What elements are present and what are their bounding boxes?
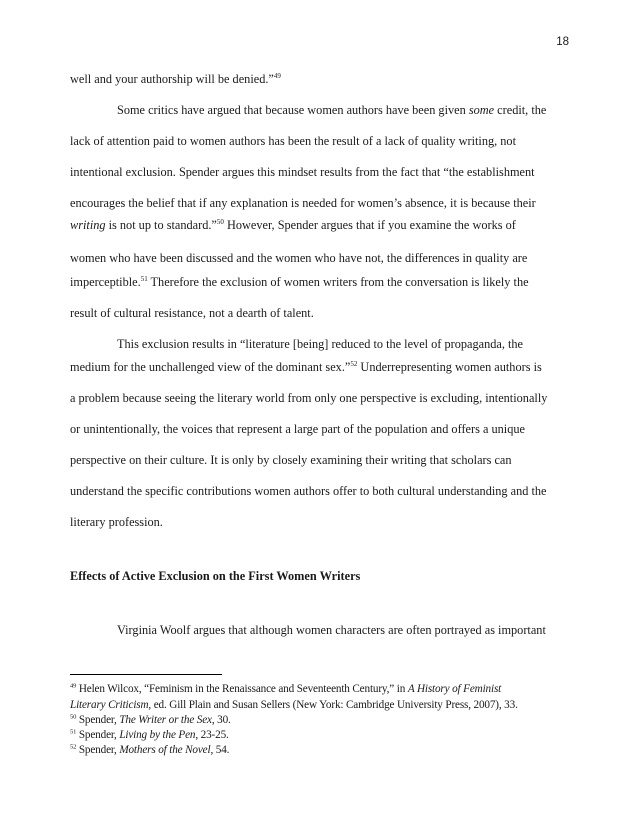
footnote-ref: 52 <box>70 743 77 751</box>
body-line <box>117 624 546 636</box>
body-line <box>117 104 546 116</box>
body-line <box>117 338 523 350</box>
text-run: literary profession. <box>70 515 163 529</box>
text-run: intentional exclusion. Spender argues this mindset results from the fact that “the establishment <box>70 165 535 179</box>
footnote-line <box>70 700 518 711</box>
footnote-divider <box>70 674 222 675</box>
text-run: However, Spender argues that if you examine the works of <box>223 218 516 232</box>
footnote-ref: 50 <box>70 713 77 721</box>
text-run: Spender, <box>76 729 120 741</box>
text-run: Effects of Active Exclusion on the First Women Writers <box>70 569 361 583</box>
text-run: ed. Gill Plain and Susan Sellers (New York: Cambridge University Press, 2007), 33. <box>151 699 518 711</box>
body-line <box>70 197 536 209</box>
text-run: Spender, <box>76 744 120 756</box>
emphasis-text: Literary Criticism, <box>70 699 152 711</box>
text-run: , 30. <box>211 714 231 726</box>
text-run: Some critics have argued that because women authors have been given <box>117 103 469 117</box>
text-run: Spender, <box>76 714 120 726</box>
body-line <box>70 516 163 528</box>
text-run: imperceptible. <box>70 275 141 289</box>
text-run: Virginia Woolf argues that although women characters are often portrayed as important <box>117 623 546 637</box>
emphasis-text: some <box>468 103 495 117</box>
body-line <box>70 361 542 373</box>
body-line <box>70 73 281 85</box>
section-heading <box>70 570 360 582</box>
footnote-line <box>70 684 501 695</box>
emphasis-text: Mothers of the Novel <box>119 744 211 756</box>
footnote-line <box>70 715 231 726</box>
text-run: well and your authorship will be denied.” <box>70 72 274 86</box>
text-run: , 54. <box>210 744 230 756</box>
body-line <box>70 307 314 319</box>
text-run: Therefore the exclusion of women writers from the conversation is likely the <box>147 275 529 289</box>
text-run: result of cultural resistance, not a dearth of talent. <box>70 306 314 320</box>
text-run: lack of attention paid to women authors has been the result of a lack of quality writing, not <box>70 134 516 148</box>
page-number: 18 <box>556 36 569 48</box>
text-run: is not up to standard.” <box>105 218 217 232</box>
footnote-line <box>70 730 229 741</box>
body-line <box>70 166 535 178</box>
body-line <box>70 454 512 466</box>
footnote-ref: 51 <box>140 274 148 283</box>
text-run: Underrepresenting women authors is <box>357 360 542 374</box>
footnote-ref: 50 <box>216 217 224 226</box>
footnote-ref: 49 <box>70 682 77 690</box>
body-line <box>70 252 527 264</box>
text-run: This exclusion results in “literature [being] reduced to the level of propaganda, the <box>117 337 523 351</box>
emphasis-text: The Writer or the Sex <box>119 714 212 726</box>
body-line <box>70 485 547 497</box>
footnote-ref: 49 <box>273 71 281 80</box>
emphasis-text: Living by the Pen <box>119 729 196 741</box>
body-line <box>70 219 516 231</box>
text-run: understand the specific contributions women authors offer to both cultural understanding and the <box>70 484 547 498</box>
text-run: perspective on their culture. It is only by closely examining their writing that scholars can <box>70 453 512 467</box>
footnote-line <box>70 745 229 756</box>
text-run: women who have been discussed and the women who have not, the differences in quality are <box>70 251 528 265</box>
text-run: a problem because seeing the literary world from only one perspective is excluding, intentionally <box>70 391 548 405</box>
text-run: credit, the <box>494 103 547 117</box>
body-line <box>70 135 516 147</box>
footnote-ref: 52 <box>350 359 358 368</box>
text-run: medium for the unchallenged view of the dominant sex.” <box>70 360 351 374</box>
emphasis-text: writing <box>70 218 106 232</box>
emphasis-text: A History of Feminist <box>407 683 502 695</box>
footnote-ref: 51 <box>70 728 77 736</box>
text-run: Helen Wilcox, “Feminism in the Renaissance and Seventeenth Century,” in <box>76 683 408 695</box>
body-line <box>70 276 529 288</box>
text-run: , 23-25. <box>195 729 229 741</box>
text-run: or unintentionally, the voices that represent a large part of the population and offers a unique <box>70 422 525 436</box>
body-line <box>70 423 525 435</box>
text-run: encourages the belief that if any explanation is needed for women’s absence, it is because their <box>70 196 536 210</box>
body-line <box>70 392 547 404</box>
